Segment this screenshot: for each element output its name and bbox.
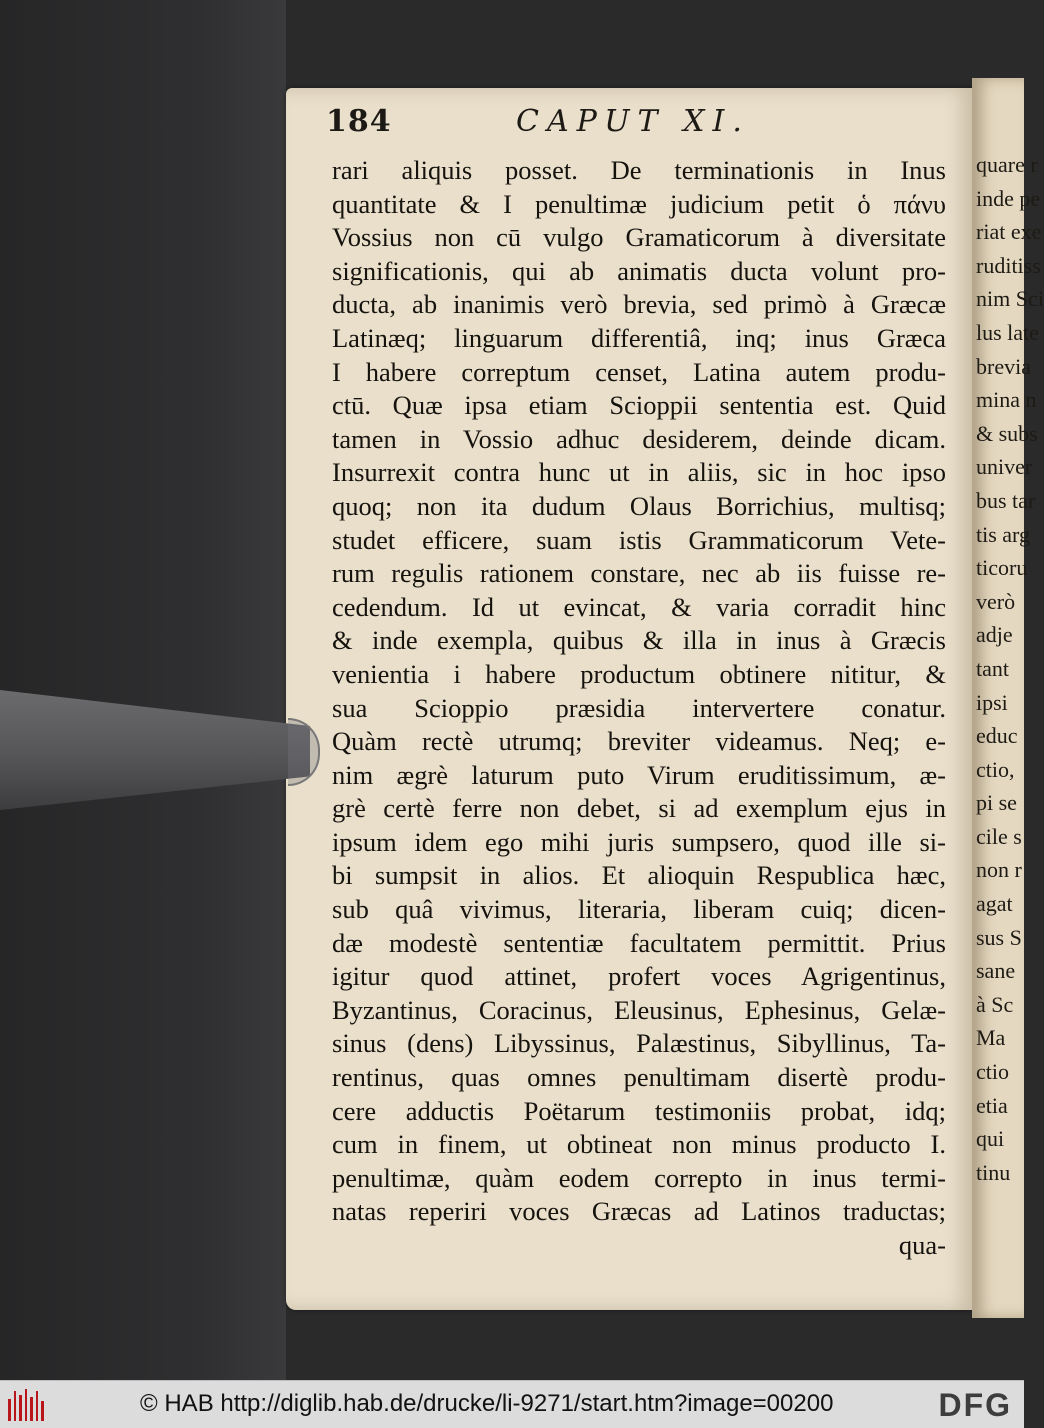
adjacent-line-fragment: ctio, [976, 756, 1015, 782]
body-text [332, 154, 946, 1263]
adjacent-line-fragment: tis arg [976, 521, 1030, 547]
text-line: ipsum idem ego mihi juris sumpsero, quod ille si- [332, 826, 946, 857]
page-header [326, 104, 936, 144]
page-number: 184 [326, 104, 392, 139]
text-line: quoq; non ita dudum Olaus Borrichius, multisq; [332, 490, 946, 521]
adjacent-line-fragment: Ma [976, 1025, 1006, 1051]
adjacent-line-fragment: à Sc [976, 991, 1014, 1017]
text-line: ctū. Quæ ipsa etiam Scioppii sententia est. Quid [332, 390, 946, 421]
adjacent-line-fragment: qui [976, 1126, 1005, 1152]
book-page [286, 88, 976, 1310]
text-line: cum in finem, ut obtineat non minus producto I. [332, 1129, 946, 1160]
adjacent-page [972, 78, 1044, 1318]
dark-book-board [0, 0, 286, 1380]
adjacent-line-fragment: inde pe [976, 185, 1041, 211]
text-line: sinus (dens) Libyssinus, Palæstinus, Sibyllinus, Ta- [332, 1028, 946, 1059]
adjacent-line-fragment: sane [976, 958, 1016, 984]
text-line: studet efficere, suam istis Grammaticorum Vete- [332, 524, 946, 555]
text-line: rum regulis rationem constare, nec ab iis fuisse re- [332, 558, 946, 589]
text-line: sub quâ vivimus, literaria, liberam cuiq; dicen- [332, 894, 946, 925]
adjacent-line-fragment: verò [976, 588, 1016, 614]
footer-bar [0, 1380, 1024, 1428]
adjacent-line-fragment: ipsi [976, 689, 1008, 715]
adjacent-line-fragment: cile s [976, 823, 1022, 849]
text-line: sua Scioppio præsidia intervertere conatur. [332, 692, 946, 723]
text-line: cere adductis Poëtarum testimoniis probat, idq; [332, 1095, 946, 1126]
text-line: nim ægrè laturum puto Virum eruditissimum, æ- [332, 759, 946, 790]
text-line: bi sumpsit in alios. Et alioquin Respublica hæc, [332, 860, 946, 891]
adjacent-line-fragment: ruditiss [976, 252, 1041, 278]
text-line: grè certè ferre non debet, si ad exemplum ejus in [332, 793, 946, 824]
adjacent-line-fragment: riat exe [976, 219, 1042, 245]
adjacent-line-fragment: mina n [976, 387, 1037, 413]
text-line: natas reperiri voces Græcas ad Latinos traductas; [332, 1196, 946, 1227]
adjacent-line-fragment: ticoru [976, 555, 1028, 581]
text-line: & inde exempla, quibus & illa in inus à Græcis [332, 625, 946, 656]
text-line: I habere correptum censet, Latina autem produ- [332, 356, 946, 387]
adjacent-line-fragment: etia [976, 1092, 1008, 1118]
adjacent-line-fragment: pi se [976, 790, 1017, 816]
text-line: significationis, qui ab animatis ducta volunt pro- [332, 255, 946, 286]
adjacent-line-fragment: nim Sci [976, 286, 1044, 312]
text-line: Latinæq; linguarum differentiâ, inq; inus Græca [332, 322, 946, 353]
adjacent-line-fragment: non r [976, 857, 1022, 883]
adjacent-line-fragment: agat [976, 891, 1013, 917]
catchword: qua- [898, 1230, 946, 1260]
adjacent-line-fragment: quare r [976, 152, 1038, 177]
adjacent-line-fragment: lus late [976, 319, 1039, 345]
adjacent-line-fragment: sus S [976, 924, 1022, 950]
adjacent-line-fragment: & subs [976, 420, 1038, 446]
adjacent-page-text [972, 148, 1044, 1189]
text-line: rari aliquis posset. De terminationis in Inus [332, 155, 946, 185]
adjacent-line-fragment: tant [976, 655, 1009, 681]
text-line: cedendum. Id ut evincat, & varia corradit hinc [332, 591, 946, 622]
adjacent-line-fragment: tinu [976, 1159, 1011, 1185]
text-line: ducta, ab inanimis verò brevia, sed primò à Græcæ [332, 289, 946, 320]
adjacent-line-fragment: bus tar [976, 487, 1036, 513]
text-line: penultimæ, quàm eodem correpto in inus termi- [332, 1162, 946, 1193]
copyright-link[interactable]: © HAB http://diglib.hab.de/drucke/li-9271/start.htm?image=00200 [140, 1390, 834, 1417]
text-line: rentinus, quas omnes penultimam disertè produ- [332, 1062, 946, 1093]
text-line: Insurrexit contra hunc ut in aliis, sic in hoc ipso [332, 457, 946, 488]
adjacent-line-fragment: educ [976, 723, 1018, 749]
text-line: tamen in Vossio adhuc desiderem, deinde dicam. [332, 423, 946, 454]
adjacent-line-fragment: brevia [976, 353, 1031, 379]
adjacent-line-fragment: adje [976, 622, 1013, 648]
text-line: quantitate & I penultimæ judicium petit ὁ πάνυ [332, 188, 946, 219]
text-line: Byzantinus, Coracinus, Eleusinus, Ephesinus, Gelæ- [332, 994, 946, 1025]
hab-logo-icon [8, 1389, 44, 1421]
adjacent-line-fragment: ctio [976, 1059, 1009, 1085]
running-head: CAPUT XI. [516, 104, 750, 139]
text-line: Quàm rectè utrumq; breviter videamus. Neq; e- [332, 726, 946, 757]
text-line: dæ modestè sententiæ facultatem permittit. Prius [332, 927, 946, 958]
text-line: venientia i habere productum obtinere nititur, & [332, 658, 946, 689]
dfg-logo: DFG [938, 1387, 1012, 1423]
text-line: Vossius non cū vulgo Gramaticorum à diversitate [332, 222, 946, 253]
text-line: igitur quod attinet, profert voces Agrigentinus, [332, 961, 946, 992]
adjacent-line-fragment: univer [976, 454, 1033, 480]
